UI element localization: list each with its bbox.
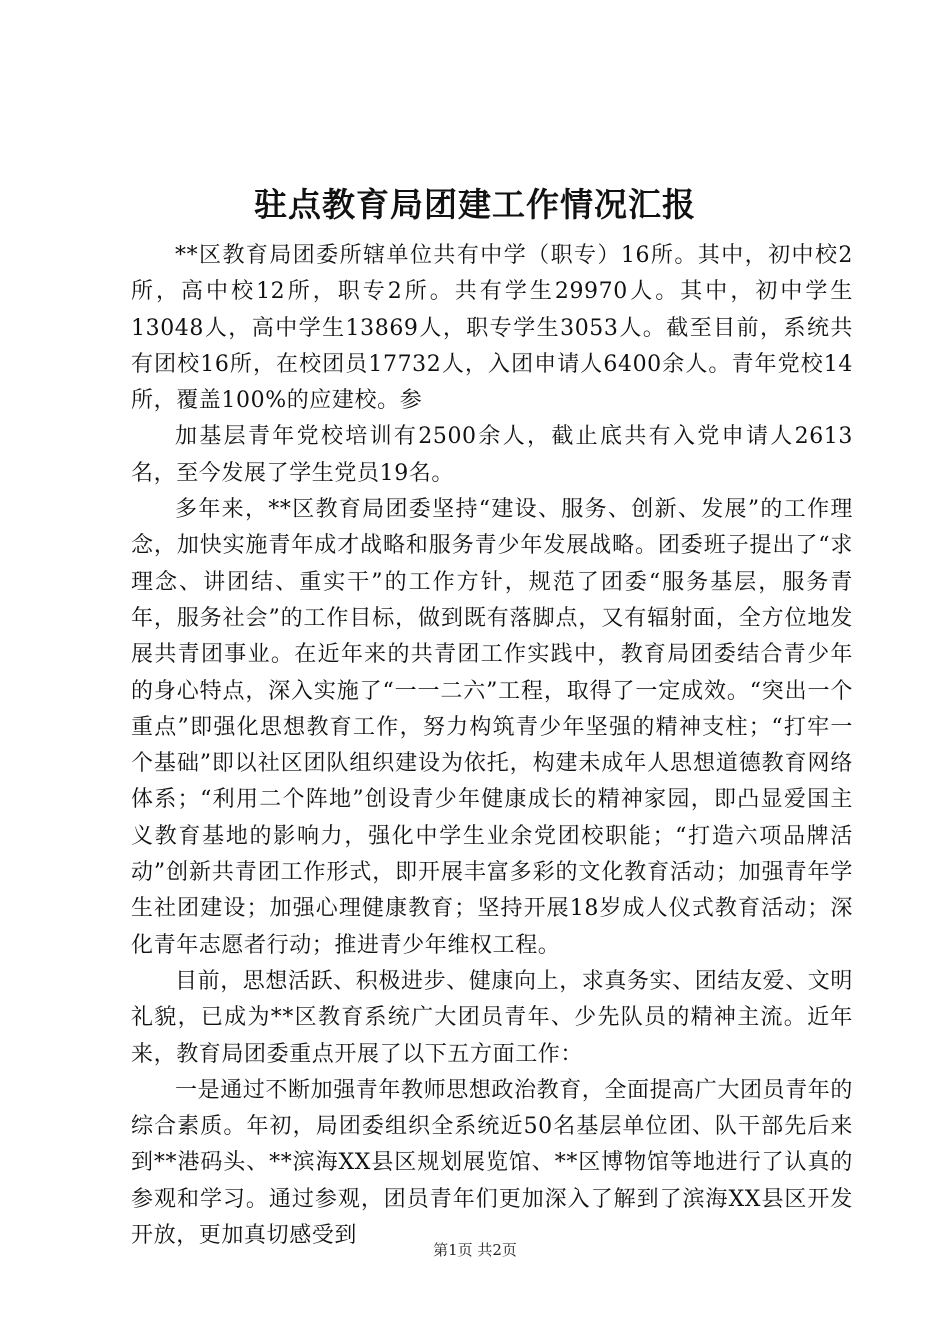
paragraph-first-item: 一是通过不断加强青年教师思想政治教育，全面提高广大团员青年的综合素质。年初，局团委组织全系统近50名基层单位团、队干部先后来到**港码头、**滨海XX县区规划展览馆、**区博物馆等地进行了认真的参观和学习。通过参观，团员青年们更加深入了解到了滨海XX县区开发开放，更加真切感受到: [131, 1077, 854, 1249]
document-body: [131, 238, 853, 1254]
paragraph-current-status: 目前，思想活跃、积极进步、健康向上，求真务实、团结友爱、文明礼貌，已成为**区教育系统广大团员青年、少先队员的精神主流。近年来，教育局团委重点开展了以下五方面工作：: [131, 968, 854, 1067]
document-title: 驻点教育局团建工作情况汇报: [254, 185, 696, 224]
paragraph-party-training: 加基层青年党校培训有2500余人，截止底共有入党申请人2613名，至今发展了学生党员19名。: [131, 424, 853, 486]
paragraph-overview: **区教育局团委所辖单位共有中学（职专）16所。其中，初中校2所，高中校12所，职专2所。共有学生29970人。其中，初中学生13048人，高中学生13869人，职专学生3053人。截至目前，系统共有团校16所，在校团员17732人，入团申请人6400余人。青年党校14所，覆盖100%的应建校。参: [131, 243, 853, 414]
paragraph-work-philosophy: 多年来，**区教育局团委坚持“建设、服务、创新、发展”的工作理念，加快实施青年成才战略和服务青少年发展战略。团委班子提出了“求理念、讲团结、重实干”的工作方针，规范了团委“服务基层，服务青年，服务社会”的工作目标，做到既有落脚点，又有辐射面，全方位地发展共青团事业。在近年来的共青团工作实践中，教育局团委结合青少年的身心特点，深入实施了“一一二六”工程，取得了一定成效。“突出一个重点”即强化思想教育工作，努力构筑青少年坚强的精神支柱；“打牢一个基础”即以社区团队组织建设为依托，构建未成年人思想道德教育网络体系；“利用二个阵地”创设青少年健康成长的精神家园，即凸显爱国主义教育基地的影响力，强化中学生业余党团校职能；“打造六项品牌活动”创新共青团工作形式，即开展丰富多彩的文化教育活动；加强青年学生社团建设；加强心理健康教育；坚持开展18岁成人仪式教育活动；深化青年志愿者行动；推进青少年维权工程。: [131, 497, 853, 958]
page-number-footer: 第1页 共2页: [433, 1241, 517, 1259]
